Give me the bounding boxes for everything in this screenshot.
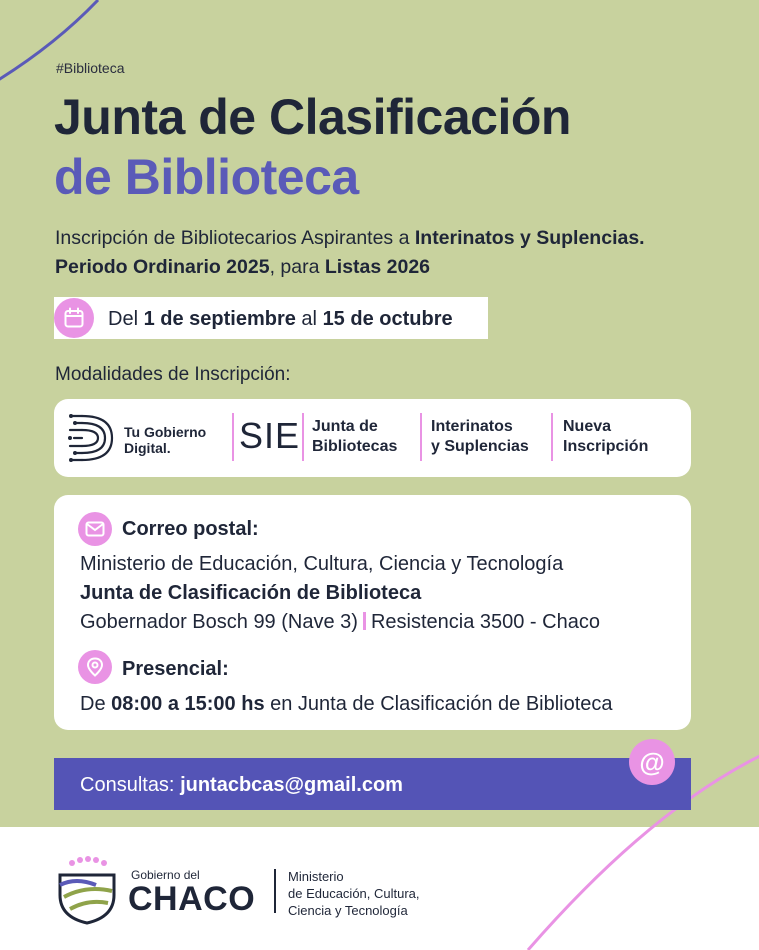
contact-card	[54, 495, 691, 730]
gobierno-del-label: Gobierno del	[131, 868, 200, 882]
subtitle: Inscripción de Bibliotecarios Aspirantes a Interinatos y Suplencias. Periodo Ordinario 2025, para Listas 2026	[55, 227, 645, 278]
divider	[551, 413, 553, 461]
divider	[232, 413, 234, 461]
inscription-steps-bar	[54, 399, 691, 477]
presencial-line: De 08:00 a 15:00 hs en Junta de Clasificación de Biblioteca	[80, 693, 613, 715]
date-range: Del 1 de septiembre al 15 de octubre	[108, 308, 453, 330]
envelope-icon	[78, 512, 112, 546]
ministerio-label: Ministerio de Educación, Cultura, Ciencia y Tecnología	[288, 869, 420, 918]
consultas-bar	[54, 758, 691, 810]
correo-line2: Junta de Clasificación de Biblioteca	[80, 582, 422, 604]
hashtag: #Biblioteca	[56, 60, 125, 76]
footer-divider	[274, 869, 276, 913]
calendar-icon	[54, 298, 94, 338]
consultas-email-link[interactable]: juntacbcas@gmail.com	[180, 774, 403, 796]
chaco-logo	[56, 855, 118, 925]
sie-label: SIE	[239, 415, 301, 456]
location-pin-icon	[78, 650, 112, 684]
consultas-text: Consultas: juntacbcas@gmail.com	[80, 774, 403, 796]
page-title-line1: Junta de Clasificación	[54, 89, 571, 145]
step-junta-bibliotecas: Junta de Bibliotecas	[312, 418, 398, 455]
divider	[420, 413, 422, 461]
modalidades-label: Modalidades de Inscripción:	[55, 364, 291, 385]
tu-gobierno-digital-logo	[68, 408, 118, 468]
page-title-line2: de Biblioteca	[54, 149, 359, 205]
divider	[302, 413, 304, 461]
presencial-heading: Presencial:	[122, 658, 229, 680]
at-icon: @	[629, 739, 675, 785]
correo-line1: Ministerio de Educación, Cultura, Ciencia y Tecnología	[80, 553, 564, 575]
step-nueva-inscripcion: Nueva Inscripción	[563, 418, 649, 455]
chaco-wordmark: CHACO	[128, 880, 256, 918]
tu-gobierno-digital-text: Tu Gobierno Digital.	[124, 424, 207, 456]
pipe-separator	[363, 612, 366, 630]
correo-heading: Correo postal:	[122, 518, 259, 540]
correo-line3: Gobernador Bosch 99 (Nave 3) Resistencia 3500 - Chaco	[80, 611, 600, 633]
step-interinatos-suplencias: Interinatos y Suplencias	[431, 418, 529, 455]
